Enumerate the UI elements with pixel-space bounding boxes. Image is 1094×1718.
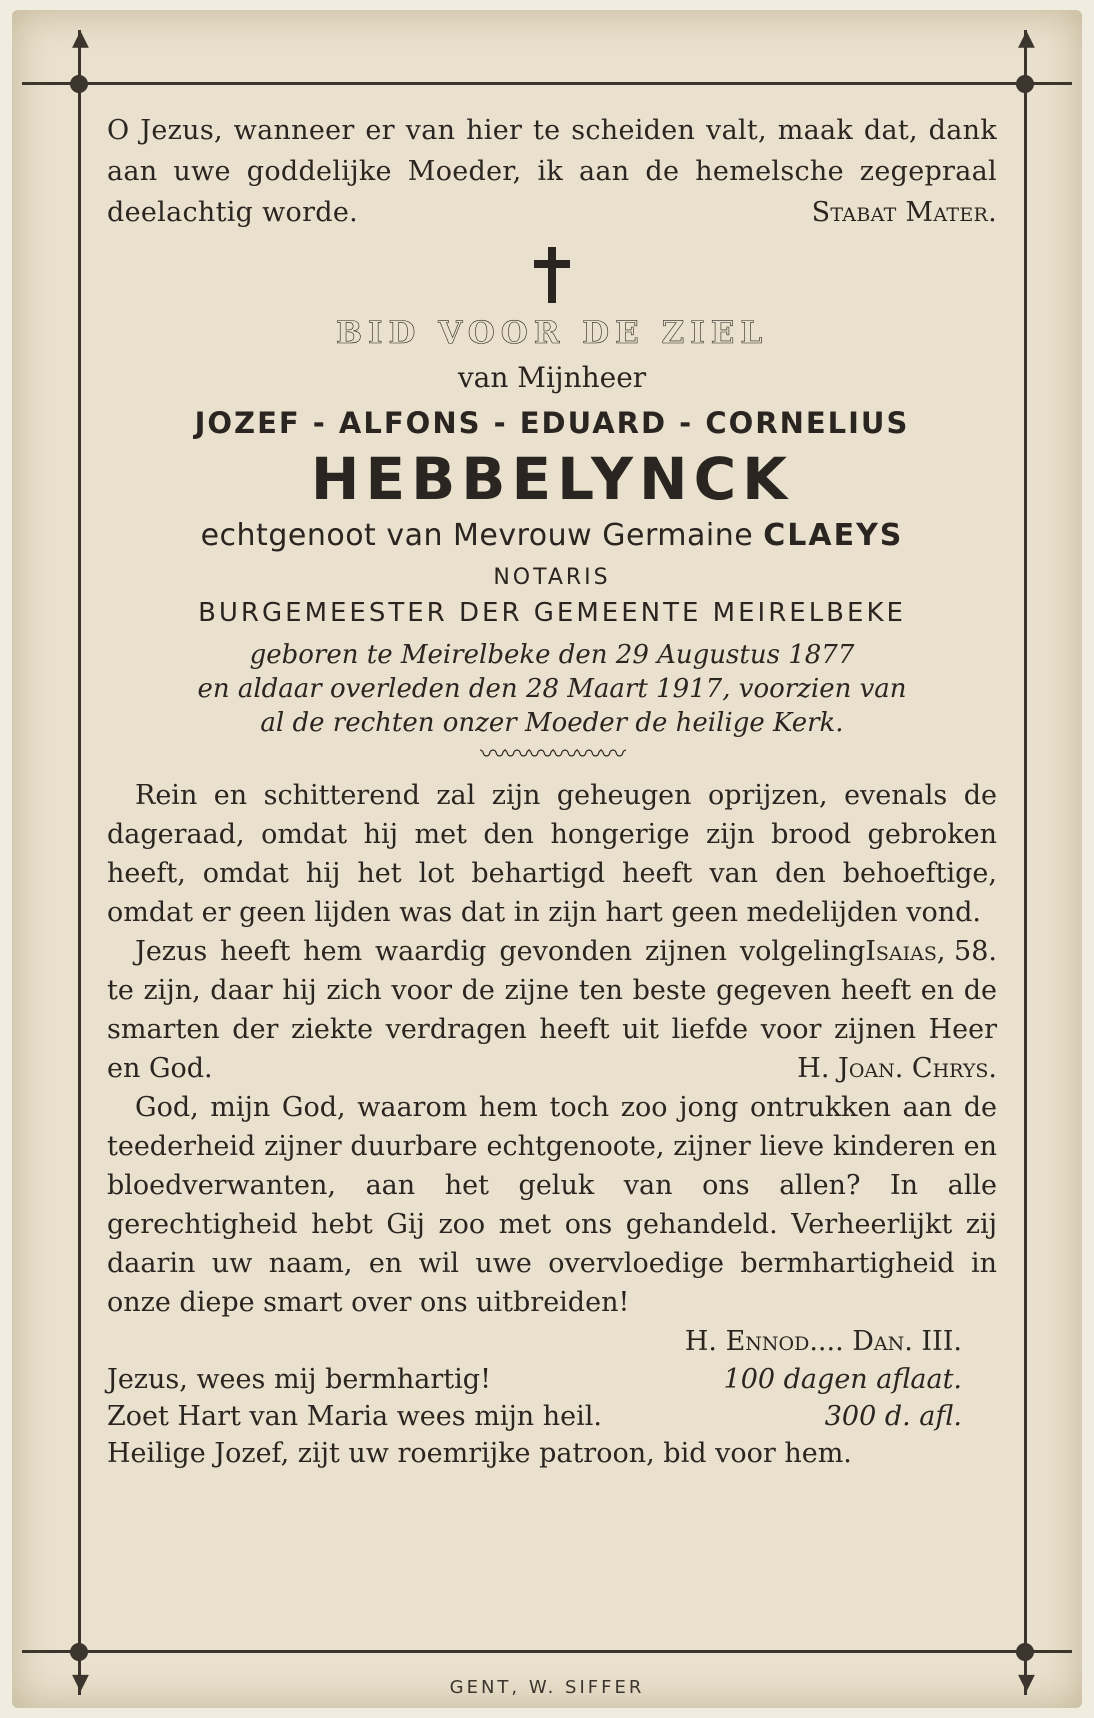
right-border-rule [1024, 30, 1027, 1695]
wave-divider: 〰〰〰〰〰〰 [479, 740, 624, 770]
spouse-surname: CLAEYS [763, 518, 904, 553]
corner-ornament-bottom-left [70, 1643, 88, 1661]
opening-prayer-reference: Stabat Mater. [811, 197, 997, 228]
indulgence-line [107, 1398, 997, 1435]
spouse-line [107, 518, 997, 553]
bottom-border-rule [22, 1650, 1072, 1653]
passages [107, 776, 997, 1322]
indulgence-aflaat: 100 dagen aflaat. [723, 1364, 962, 1395]
arrow-down-icon: ▼ [72, 1670, 89, 1695]
corner-ornament-bottom-right [1016, 1643, 1034, 1661]
printer-imprint: GENT, W. SIFFER [449, 1677, 645, 1698]
birth-line: geboren te Meirelbeke den 29 Augustus 1877 [249, 640, 855, 670]
occupation: NOTARIS [493, 565, 611, 590]
passage-reference: Isaias, 58. [865, 936, 997, 967]
opening-prayer-text: O Jezus, wanneer er van hier te scheiden valt, maak dat, dank aan uwe goddelijke Moeder, ik aan de hemelsche zegepraal deelachtig worde. [107, 115, 997, 228]
arrow-down-icon: ▼ [1018, 1670, 1035, 1695]
spouse-prefix: echtgenoot van Mevrouw Germaine [200, 518, 754, 553]
passage-signoff: H. Ennod.... Dan. III. [684, 1326, 962, 1357]
passage [107, 1088, 997, 1322]
memorial-card [12, 10, 1082, 1708]
passage-reference: H. Joan. Chrys. [797, 1053, 997, 1084]
sacraments-line: al de rechten onzer Moeder de heilige Kerk. [260, 708, 844, 738]
cross-icon [107, 247, 997, 307]
indulgence-prayer: Jezus, wees mij bermhartig! [107, 1364, 491, 1395]
given-names: JOZEF - ALFONS - EDUARD - CORNELIUS [194, 406, 910, 440]
arrow-up-icon: ▲ [72, 26, 89, 51]
opening-prayer [107, 110, 997, 233]
arrow-up-icon: ▲ [1018, 26, 1035, 51]
card-content [107, 110, 997, 1472]
passage-text: God, mijn God, waarom hem toch zoo jong ontrukken aan de teederheid zijner duurbare echtgenoote, zijner lieve kinderen en bloedverwanten, aan het geluk van ons allen? In alle gerechtigheid hebt Gij zoo met ons gehandeld. Verheerlijkt zij daarin uw naam, en wil uwe overvloedige bermhartigheid in onze diepe smart over ons uitbreiden! [107, 1092, 997, 1318]
top-border-rule [22, 82, 1072, 85]
passage-text: Rein en schitterend zal zijn geheugen oprijzen, evenals de dageraad, omdat hij met den hongerige zijn brood gebroken heeft, omdat hij het lot behartigd heeft van den behoeftige, omdat er geen lijden was dat in zijn hart geen medelijden vond. [107, 780, 997, 928]
passage [107, 932, 997, 1088]
left-border-rule [78, 30, 81, 1695]
indulgence-prayer: Heilige Jozef, zijt uw roemrijke patroon, bid voor hem. [107, 1438, 852, 1469]
office: BURGEMEESTER DER GEMEENTE MEIRELBEKE [198, 598, 906, 628]
life-dates [107, 638, 997, 740]
corner-ornament-top-right [1016, 75, 1034, 93]
indulgence-line [107, 1361, 997, 1398]
indulgence-prayer: Zoet Hart van Maria wees mijn heil. [107, 1401, 603, 1432]
indulgence-aflaat: 300 d. afl. [824, 1401, 962, 1432]
corner-ornament-top-left [70, 75, 88, 93]
passage-text: Jezus heeft hem waardig gevonden zijnen volgeling te zijn, daar hij zich voor de zijne ten beste gegeven heeft en de smarten der ziekte verdragen heeft uit liefde voor zijnen Heer en God. [107, 936, 997, 1084]
surname: HEBBELYNCK [310, 445, 794, 513]
prayer-heading: BID VOOR DE ZIEL [335, 315, 769, 351]
indulgence-line [107, 1435, 997, 1472]
death-line: en aldaar overleden den 28 Maart 1917, voorzien van [197, 674, 907, 704]
title-prefix: van Mijnheer [457, 361, 647, 394]
passage [107, 776, 997, 967]
